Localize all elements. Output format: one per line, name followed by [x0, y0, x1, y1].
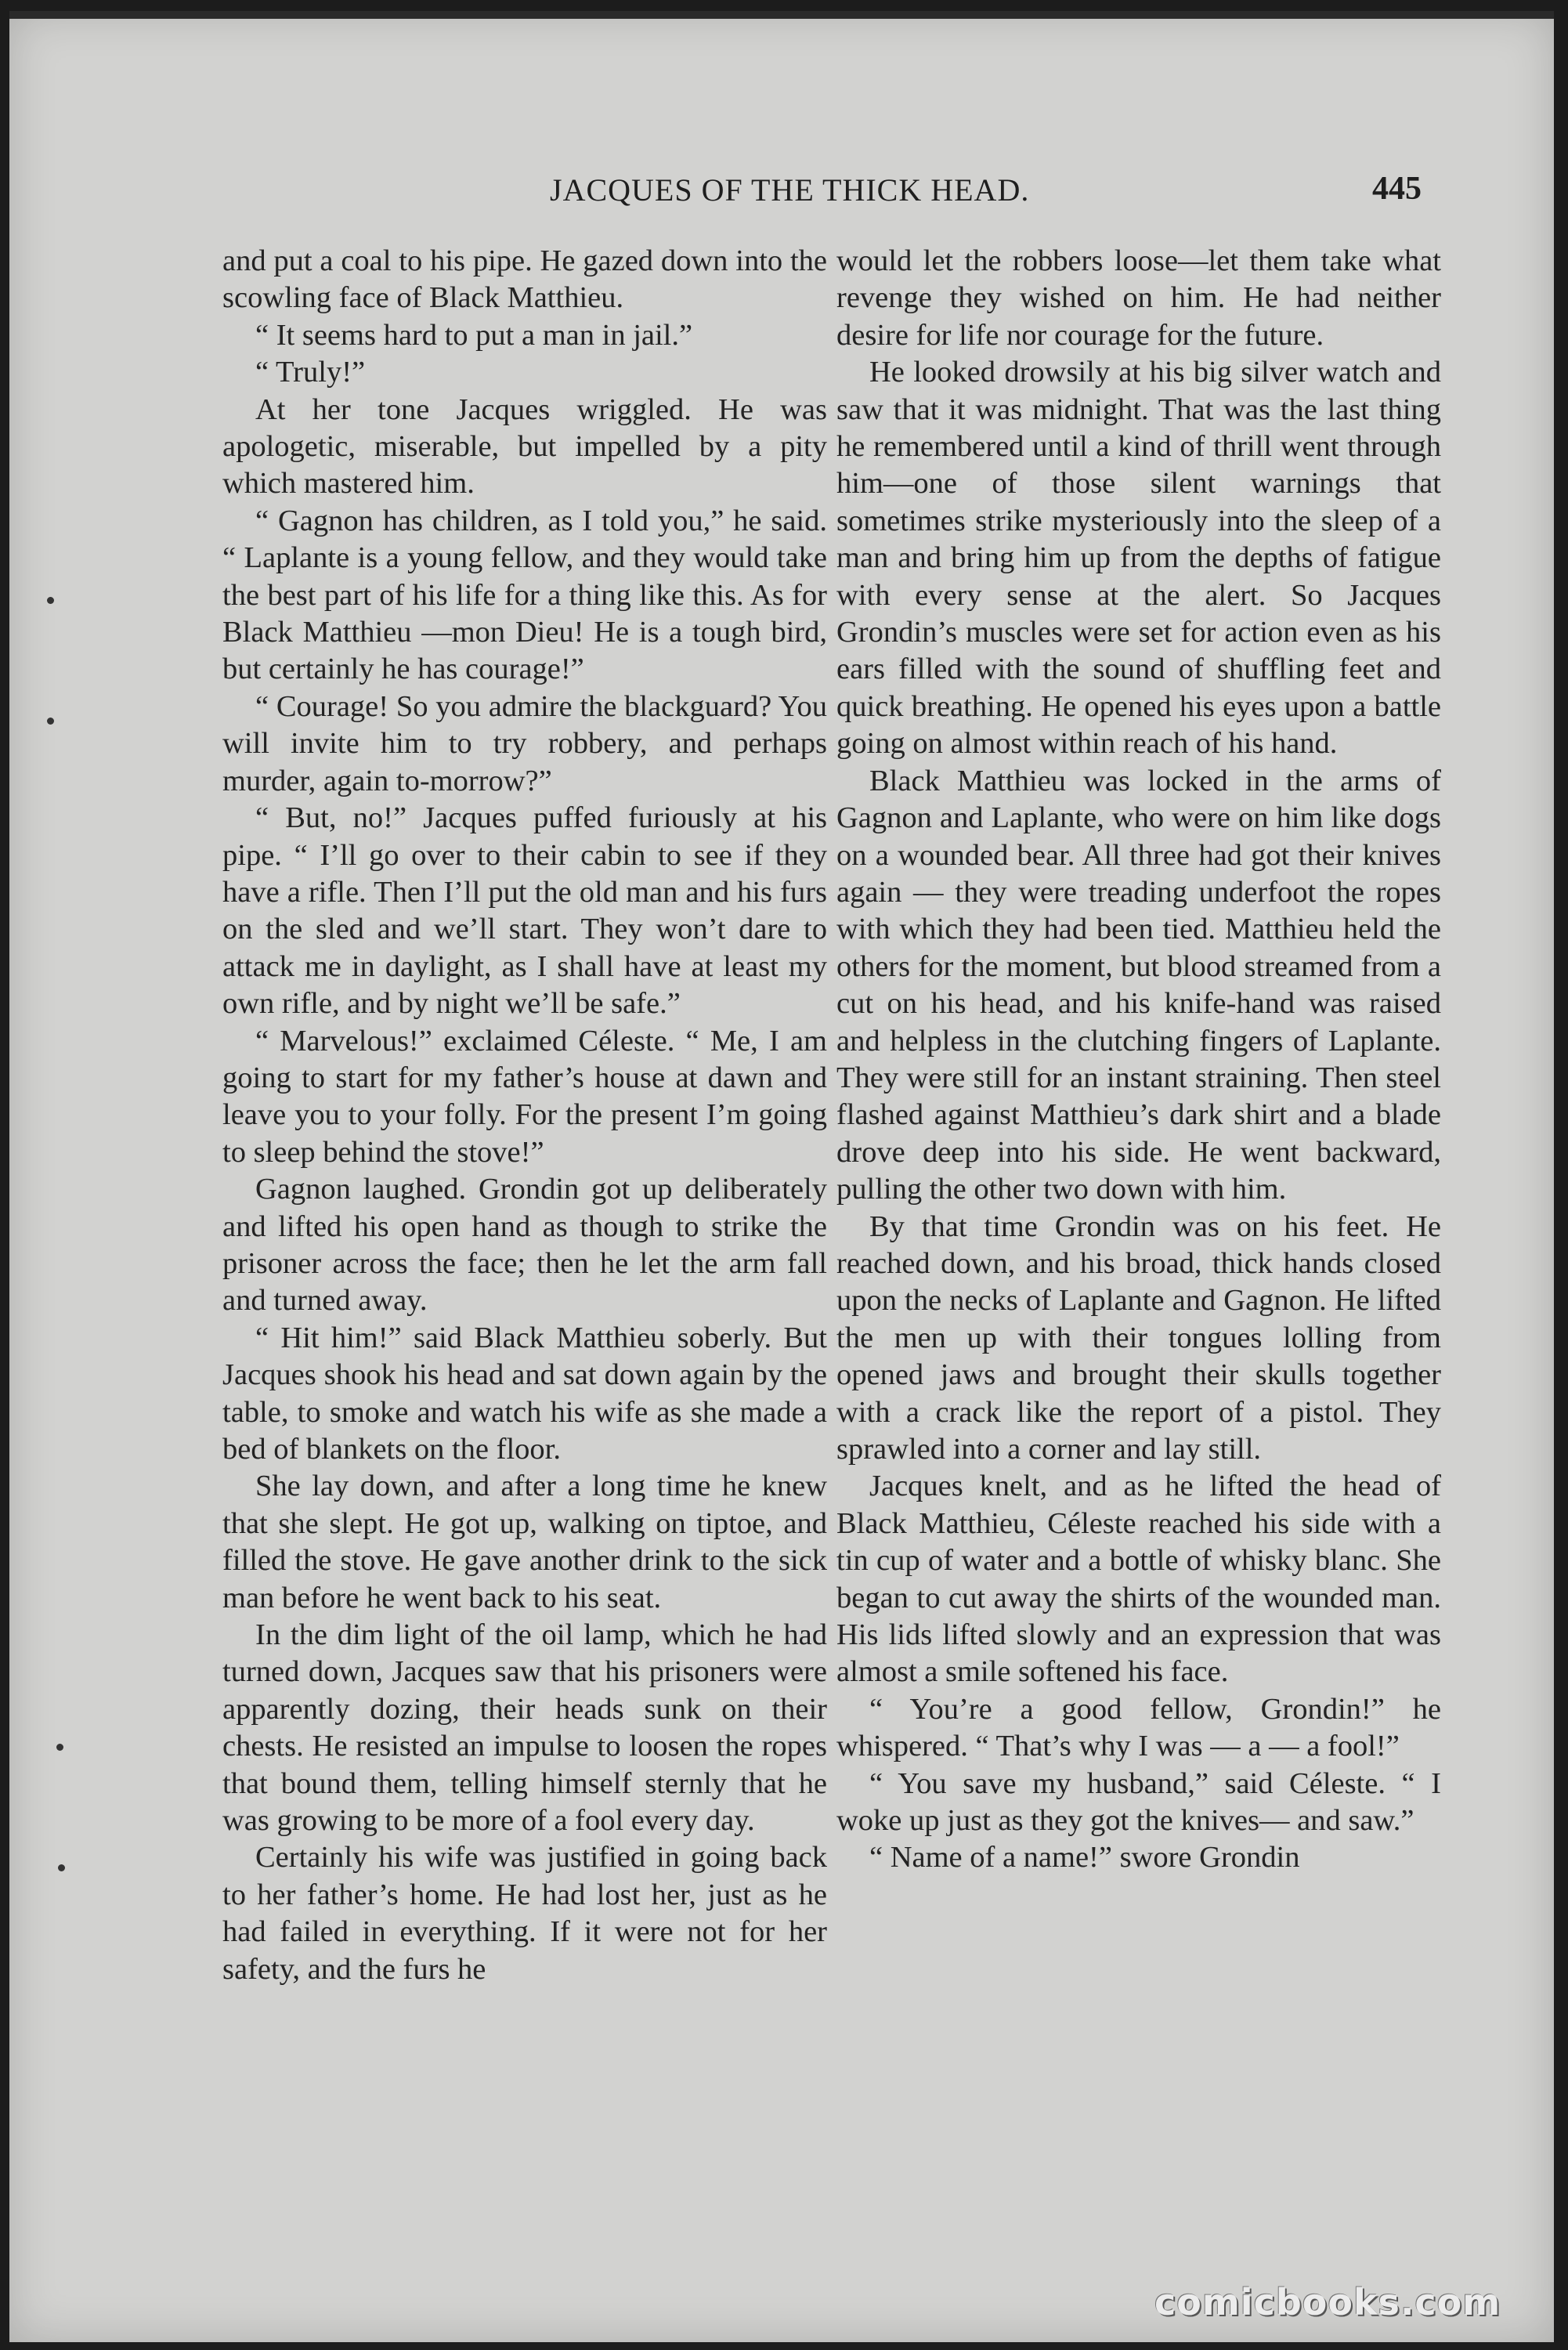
paragraph: At her tone Jacques wriggled. He was apologetic, miserable, but impelled by a pity which mastered him.: [222, 392, 827, 501]
paragraph: Certainly his wife was justified in going back to her father’s home. He had lost her, just as he had failed in everything. If it were not for her safety, and the furs he: [222, 1841, 827, 1986]
binding-hole-mark: [47, 597, 54, 604]
paragraph: “ You save my husband,” said Céleste. “ I woke up just as they got the knives— and saw.”: [836, 1766, 1441, 1838]
paragraph: would let the robbers loose—let them take what revenge they wished on him. He had neither desire for life nor courage for the future.: [836, 244, 1441, 352]
binding-hole-mark: [47, 718, 54, 725]
paragraph: Jacques knelt, and as he lifted the head of Black Matthieu, Céleste reached his side with a tin cup of water and a bottle of whisky blanc. She began to cut away the shirts of the wounded man. His lids lifted slowly and an expression that was almost a smile softened his face.: [836, 1470, 1441, 1689]
paragraph: She lay down, and after a long time he knew that she slept. He got up, walking on tiptoe, and filled the stove. He gave another drink to the sick man before he went back to his seat.: [222, 1470, 827, 1614]
binding-hole-mark: [58, 1864, 65, 1871]
book-page: [9, 11, 1554, 2342]
running-header: JACQUES OF THE THICK HEAD.: [550, 172, 1030, 208]
paragraph: “ You’re a good fellow, Grondin!” he whispered. “ That’s why I was — a — a fool!”: [836, 1692, 1441, 1763]
paragraph: and put a coal to his pipe. He gazed down into the scowling face of Black Matthieu.: [222, 244, 827, 315]
paragraph: “ It seems hard to put a man in jail.”: [255, 318, 693, 352]
paragraph: He looked drowsily at his big silver watch and saw that it was midnight. That was the last thing he remembered until a kind of thrill went through him—one of those silent warnings that sometimes strike mysteriously into the sleep of a man and bring him up from the depths of fatigue with every sense at the alert. So Jacques Grondin’s muscles were set for action even as his ears filled with the sound of shuffling feet and quick breathing. He opened his eyes upon a battle going on almost within reach of his hand.: [836, 356, 1441, 761]
watermark-logo: comicbooks.com: [1154, 2281, 1501, 2323]
paragraph: “ But, no!” Jacques puffed furiously at his pipe. “ I’ll go over to their cabin to see if they have a rifle. Then I’ll put the old man and his furs on the sled and we’ll start. They won’t dare to attack me in daylight, as I shall have at least my own rifle, and by night we’ll be safe.”: [222, 801, 827, 1021]
paragraph: By that time Grondin was on his feet. He reached down, and his broad, thick hands closed upon the necks of Laplante and Gagnon. He lifted the men up with their tongues lolling from opened jaws and brought their skulls together with a crack like the report of a pistol. They sprawled into a corner and lay still.: [836, 1209, 1441, 1466]
paragraph: “ Gagnon has children, as I told you,” he said. “ Laplante is a young fellow, and they would take the best part of his life for a thing like this. As for Black Matthieu —mon Dieu! He is a tough bird, but certainly he has courage!”: [222, 504, 827, 686]
paragraph: Black Matthieu was locked in the arms of Gagnon and Laplante, who were on him like dogs on a wounded bear. All three had got their knives again — they were treading underfoot the ropes with which they had been tied. Matthieu held the others for the moment, but blood streamed from a cut on his head, and his knife-hand was raised and helpless in the clutching fingers of Laplante. They were still for an instant straining. Then steel flashed against Matthieu’s dark shirt and a blade drove deep into his side. He went backward, pulling the other two down with him.: [836, 764, 1441, 1206]
paragraph: Gagnon laughed. Grondin got up deliberately and lifted his open hand as though to strike the prisoner across the face; then he let the arm fall and turned away.: [222, 1173, 827, 1318]
paragraph: “ Name of a name!” swore Grondin: [869, 1841, 1300, 1875]
paragraph: In the dim light of the oil lamp, which he had turned down, Jacques saw that his prisoners were apparently dozing, their heads sunk on their chests. He resisted an impulse to loosen the ropes that bound them, telling himself sternly that he was growing to be more of a fool every day.: [222, 1618, 827, 1838]
paragraph: “ Courage! So you admire the blackguard? You will invite him to try robbery, and perhaps murder, again to-morrow?”: [222, 689, 827, 797]
paragraph: “ Marvelous!” exclaimed Céleste. “ Me, I am going to start for my father’s house at dawn and leave you to your folly. For the present I’m going to sleep behind the stove!”: [222, 1024, 827, 1169]
binding-hole-mark: [56, 1744, 63, 1751]
page-number: 445: [1372, 171, 1422, 207]
paragraph: “ Truly!”: [255, 356, 366, 389]
paragraph: “ Hit him!” said Black Matthieu soberly. But Jacques shook his head and sat down again by the table, to smoke and watch his wife as she made a bed of blankets on the floor.: [222, 1321, 827, 1466]
right-column: [836, 243, 1441, 1877]
left-column: [222, 243, 827, 1988]
